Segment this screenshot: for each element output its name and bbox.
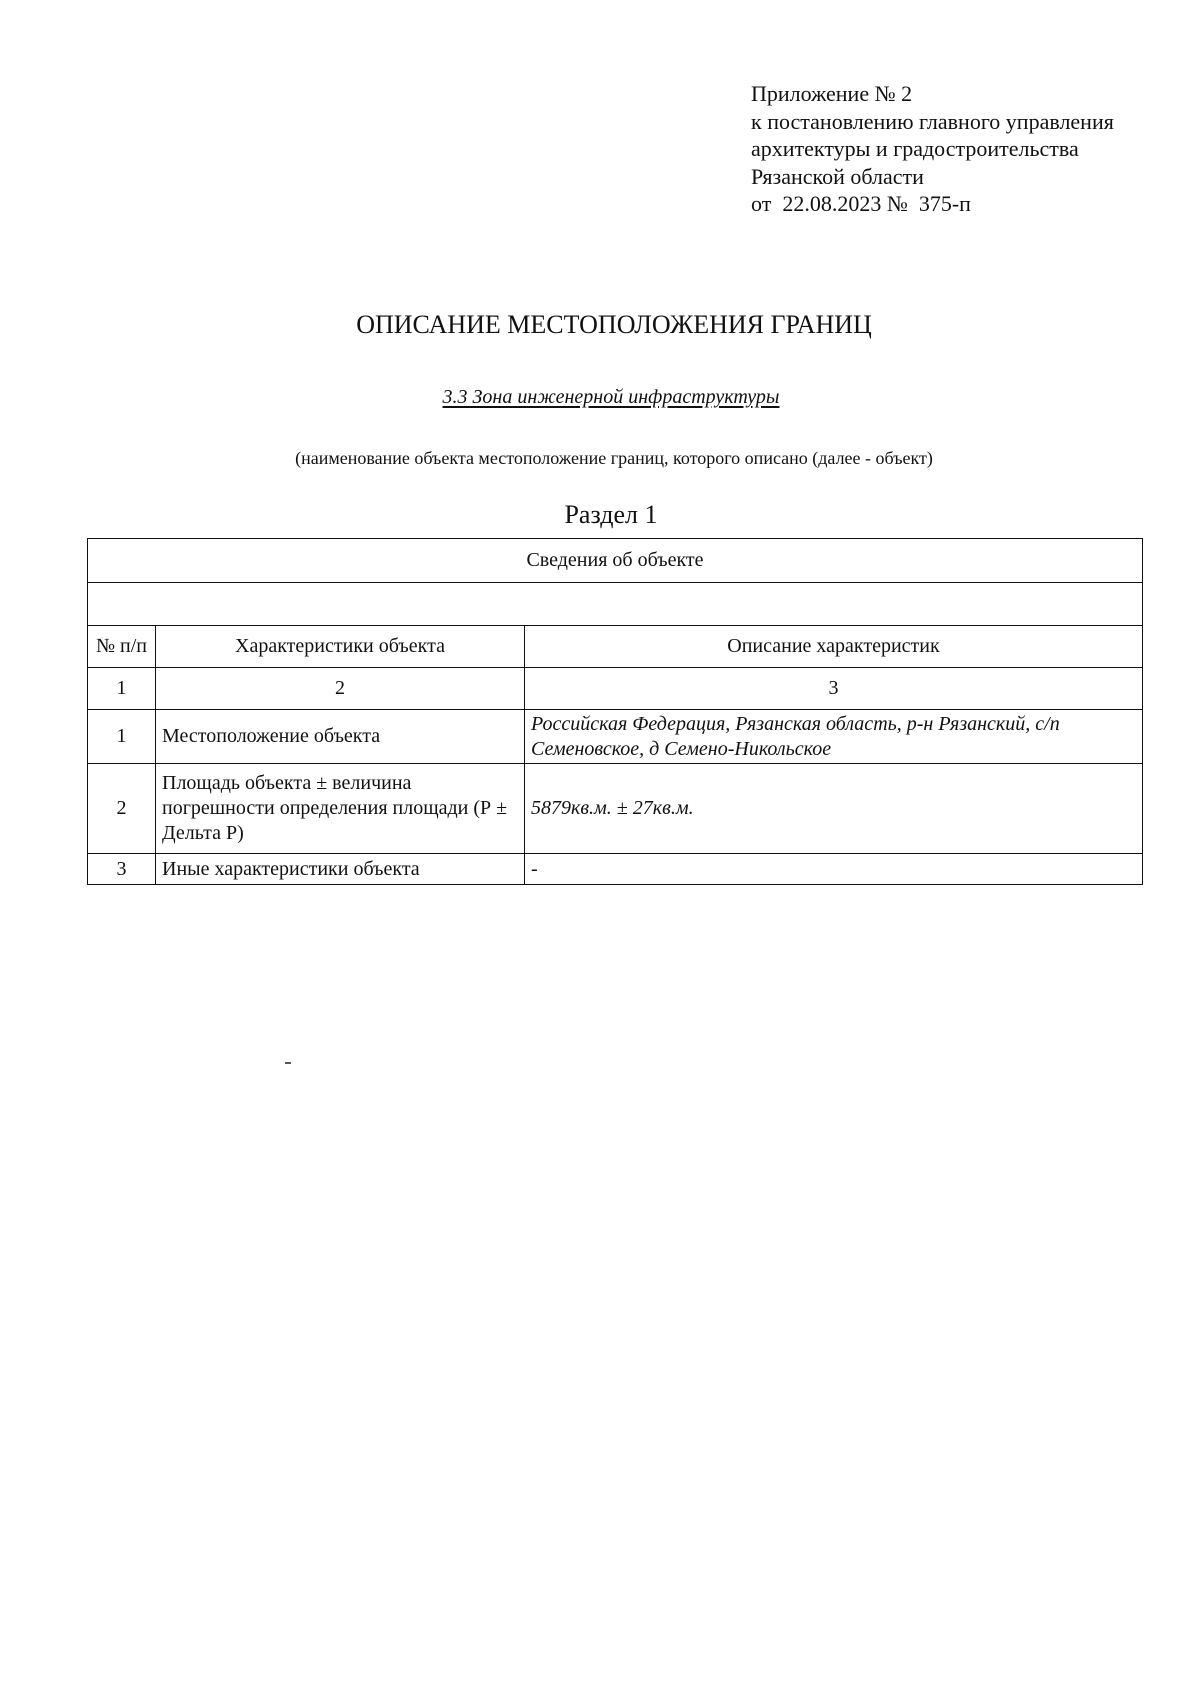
header-characteristic: Характеристики объекта — [156, 626, 525, 668]
table-empty-cell — [88, 583, 1143, 626]
table-index-row — [88, 668, 1143, 710]
section-title: Раздел 1 — [564, 500, 658, 529]
object-name: 3.3 Зона инженерной инфраструктуры — [442, 386, 780, 408]
scan-artifact — [285, 1062, 291, 1064]
row-characteristic: Иные характеристики объекта — [156, 854, 525, 885]
appendix-line: от 22.08.2023 № 375-п — [751, 191, 971, 216]
object-info-table — [87, 538, 1143, 885]
index-cell-1: 1 — [88, 668, 156, 710]
object-name-wrapper — [0, 384, 1200, 410]
table-title-row — [88, 539, 1143, 583]
table-title: Сведения об объекте — [88, 539, 1143, 583]
appendix-block — [751, 80, 1114, 218]
appendix-line: Приложение № 2 — [751, 81, 913, 106]
header-description: Описание характеристик — [525, 626, 1143, 668]
table-empty-row — [88, 583, 1143, 626]
appendix-line: Рязанской области — [751, 163, 924, 189]
table-header-row — [88, 626, 1143, 668]
index-cell-2: 2 — [156, 668, 525, 710]
document-title: ОПИСАНИЕ МЕСТОПОЛОЖЕНИЯ ГРАНИЦ — [356, 310, 872, 339]
row-description: 5879кв.м. ± 27кв.м. — [525, 764, 1143, 854]
row-description: Российская Федерация, Рязанская область, р-н Рязанский, с/п Семеновское, д Семено-Никольское — [525, 710, 1143, 764]
table-row — [88, 854, 1143, 885]
header-num: № п/п — [88, 626, 156, 668]
table-row — [88, 764, 1143, 854]
table-row — [88, 710, 1143, 764]
row-num: 1 — [88, 710, 156, 764]
row-characteristic: Местоположение объекта — [156, 710, 525, 764]
index-cell-3: 3 — [525, 668, 1143, 710]
object-name-caption: (наименование объекта местоположение границ, которого описано (далее - объект) — [295, 448, 933, 468]
row-description: - — [525, 854, 1143, 885]
appendix-line: архитектуры и градостроительства — [751, 136, 1079, 161]
row-characteristic: Площадь объекта ± величина погрешности определения площади (Р ± Дельта Р) — [156, 764, 525, 854]
row-num: 2 — [88, 764, 156, 854]
row-num: 3 — [88, 854, 156, 885]
appendix-line: к постановлению главного управления — [751, 108, 1114, 134]
